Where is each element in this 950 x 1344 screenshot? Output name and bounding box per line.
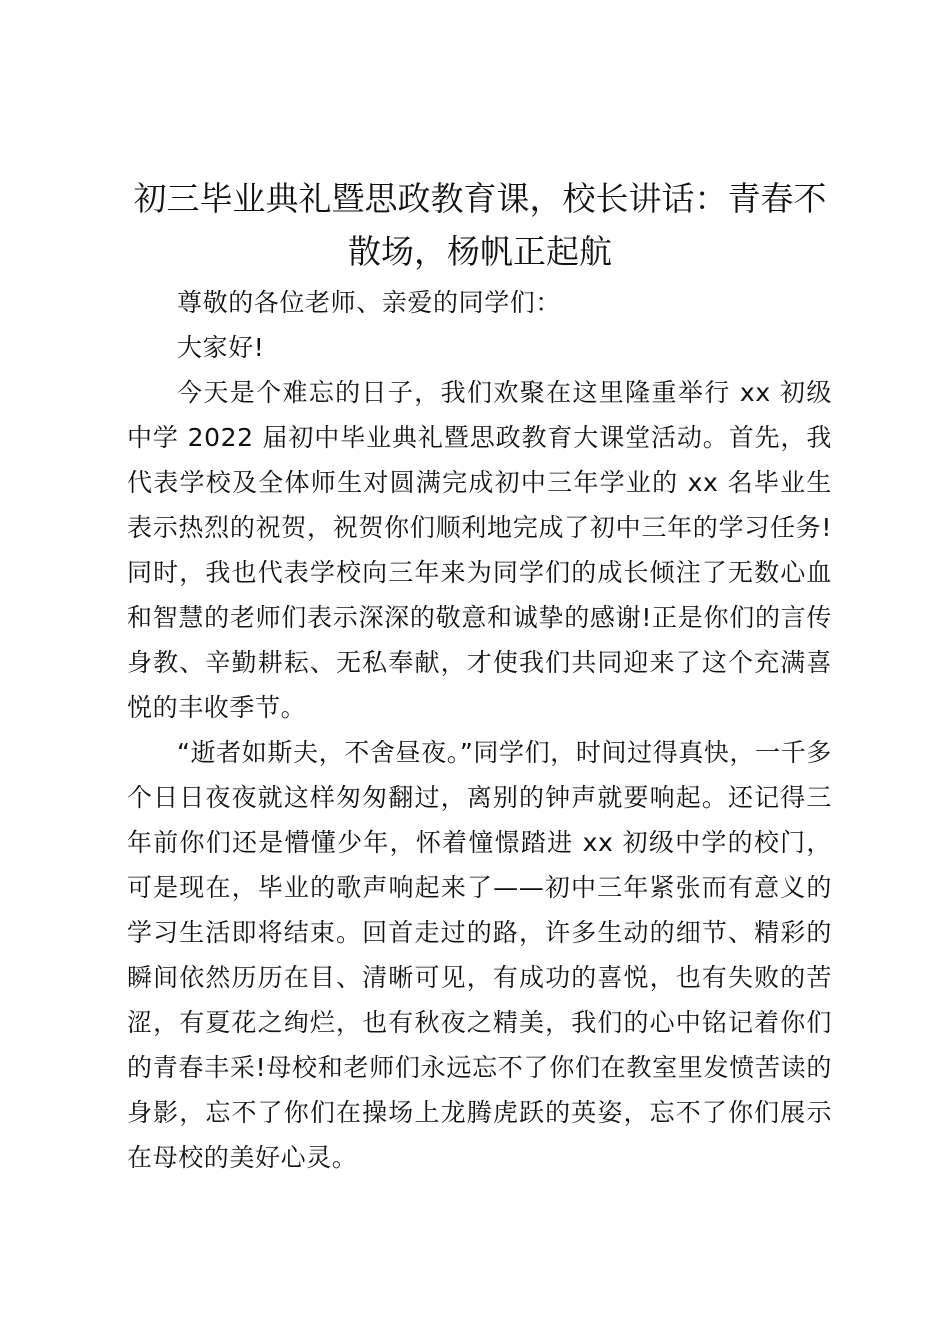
paragraph-opening: 今天是个难忘的日子，我们欢聚在这里隆重举行 xx 初级中学 2022 届初中毕业典礼暨思政教育大课堂活动。首先，我代表学校及全体师生对圆满完成初中三年学业的 xx 名毕业生表示热烈的祝贺，祝贺你们顺利地完成了初中三年的学习任务!同时，我也代表学校向三年来为同学们的成长倾注了无数心血和智慧的老师们表示深深的敬意和诚挚的感谢!正是你们的言传身教、辛勤耕耘、无私奉献，才使我们共同迎来了这个充满喜悦的丰收季节。 — [127, 378, 832, 722]
document-title: 初三毕业典礼暨思政教育课，校长讲话：青春不散场，杨帆正起航 — [133, 179, 827, 271]
paragraph-memories: “逝者如斯夫，不舍昼夜。”同学们，时间过得真快，一千多个日日夜夜就这样匆匆翻过，离别的钟声就要响起。还记得三年前你们还是懵懂少年，怀着憧憬踏进 xx 初级中学的校门，可是现在，毕业的歌声响起来了——初中三年紧张而有意义的学习生活即将结束。回首走过的路，许多生动的细节、精彩的瞬间依然历历在目、清晰可见，有成功的喜悦，也有失败的苦涩，有夏花之绚烂，也有秋夜之精美，我们的心中铭记着你们的青春丰采!母校和老师们永远忘不了你们在教室里发愤苦读的身影，忘不了你们在操场上龙腾虎跃的英姿，忘不了你们展示在母校的美好心灵。 — [127, 738, 832, 1172]
salutation: 尊敬的各位老师、亲爱的同学们： — [177, 288, 562, 317]
greeting: 大家好! — [177, 333, 265, 362]
document-body — [127, 280, 832, 1180]
